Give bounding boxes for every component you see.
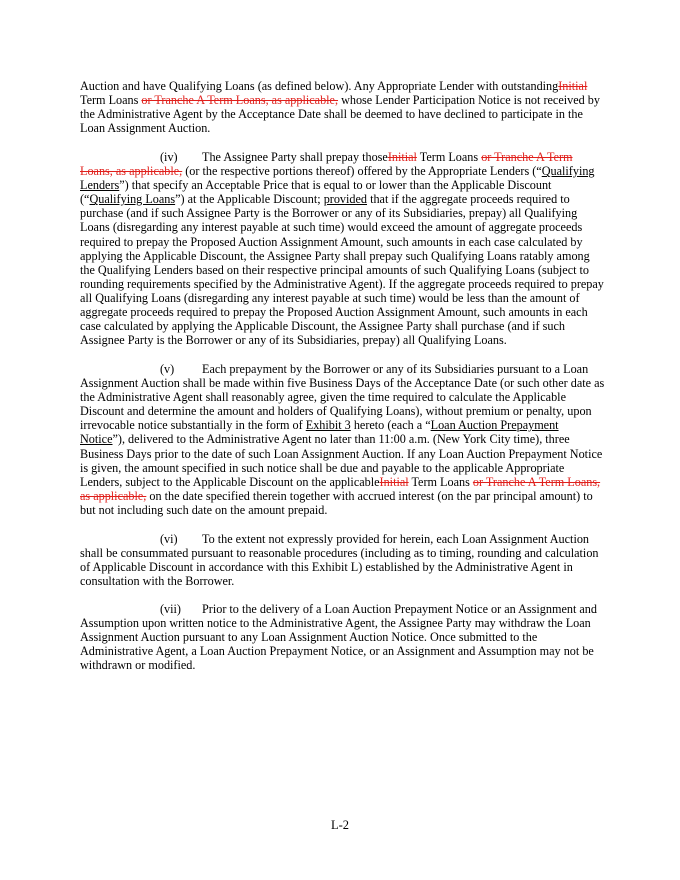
paragraph-vi — [80, 532, 605, 588]
paragraph-number: (vii) — [160, 602, 181, 616]
text-run: Term Loans — [80, 93, 142, 108]
text-run: Term Loans — [408, 474, 473, 489]
text-run: ”) at the Applicable Discount; — [175, 192, 324, 207]
defined-term: Loan Auction Prepayment Notice — [80, 418, 559, 447]
text-run: To the extent not expressly provided for herein, each Loan Assignment Auction shall be consummated pursuant to reasonable procedures (including as to timing, rounding and calculation of Applicable Discount in accordance with this Exhibit L) established by the Administrative Agent in consultation with the Borrower. — [80, 532, 599, 589]
deleted-text: Initial — [387, 150, 417, 164]
paragraph-number: (iv) — [160, 150, 178, 164]
text-run: Prior to the delivery of a Loan Auction Prepayment Notice or an Assignment and Assumption upon written notice to the Administrative Agent, the Assignee Party may withdraw the Loan Assignment Auction pursuant to any Loan Assignment Auction Notice. Once submitted to the Administrative Agent, a Loan Auction Prepayment Notice, or an Assignment and Assumption may not be withdrawn or modified. — [80, 602, 597, 673]
text-run: on the date specified therein together with accrued interest (on the par principal amount) to but not including such date on the amount prepaid. — [80, 488, 593, 517]
text-run: Each prepayment by the Borrower or any of its Subsidiaries pursuant to a Loan Assignment Auction shall be made within five Business Days of the Acceptance Date (or such other date as the Administrative Agent shall reasonably agree, given the time required to calculate the Applicable Discount and determine the amount and holders of Qualifying Loans), without premium or penalty, upon irrevocable notice substantially in the form of — [80, 362, 605, 433]
text-run: ”) that specify an Acceptable Price that is equal to or lower than the Applicable Discount (“ — [80, 178, 552, 207]
paragraph-number: (v) — [160, 362, 175, 376]
defined-term: Qualifying Lenders — [80, 164, 595, 193]
deleted-text: Initial — [379, 474, 409, 489]
text-run: that if the aggregate proceeds required to purchase (and if such Assignee Party is the Borrower or any of its Subsidiaries, prepay) all Qualifying Loans (disregarding any interest payable at such time) would exceed the amount of aggregate proceeds required to prepay the Proposed Auction Assignment Amount, such amounts in each case calculated by applying the Applicable Discount, the Assignee Party shall prepay such Qualifying Loans ratably among the Qualifying Lenders based on their respective principal amounts of such Qualifying Loans (subject to rounding requirements specified by the Administrative Agent). If the aggregate proceeds required to prepay all Qualifying Loans (disregarding any interest payable at such time) would be less than the amount of aggregate proceeds required to prepay the Proposed Auction Assignment Amount, such amounts in each case calculated by applying the Applicable Discount, the Assignee Party shall purchase (and if such Assignee Party is the Borrower or any of its Subsidiaries, prepay) all Qualifying Loans. — [80, 192, 604, 348]
paragraph-vii — [80, 602, 605, 672]
deleted-text: or Tranche A Term Loans, as applicable, — [80, 150, 573, 179]
page-number: L-2 — [330, 818, 350, 832]
deleted-text: Initial — [558, 79, 588, 93]
text-run: hereto (each a “ — [350, 418, 431, 433]
text-run: Term Loans — [416, 150, 482, 164]
text-run: whose Lender Participation Notice is not received by the Administrative Agent by the Acceptance Date shall be deemed to have declined to participate in the Loan Assignment Auction. — [80, 93, 600, 136]
defined-term: Qualifying Loans — [89, 192, 176, 207]
exhibit-reference: Exhibit 3 — [305, 418, 351, 433]
paragraph-number: (vi) — [160, 532, 178, 546]
text-run: The Assignee Party shall prepay those — [202, 150, 388, 164]
underlined-term: provided — [323, 192, 368, 207]
paragraph-iv — [80, 150, 605, 347]
text-run: ”), delivered to the Administrative Agent no later than 11:00 a.m. (New York City time), three Business Days prior to the date of such Loan Assignment Auction. If any Loan Auction Prepayment Notice is given, the amount specified in such notice shall be due and payable to the applicable Appropriate Lenders, subject to the Applicable Discount on the applicable — [80, 432, 603, 489]
paragraph-v — [80, 362, 605, 517]
deleted-text: or Tranche A Term Loans, as applicable, — [141, 93, 339, 108]
deleted-text: or Tranche A Term Loans, as applicable, — [80, 474, 601, 503]
paragraph-auction-participation — [80, 79, 605, 135]
text-run: Auction and have Qualifying Loans (as defined below). Any Appropriate Lender with outstanding — [80, 79, 559, 93]
text-run: (or the respective portions thereof) offered by the Appropriate Lenders (“ — [182, 164, 542, 179]
